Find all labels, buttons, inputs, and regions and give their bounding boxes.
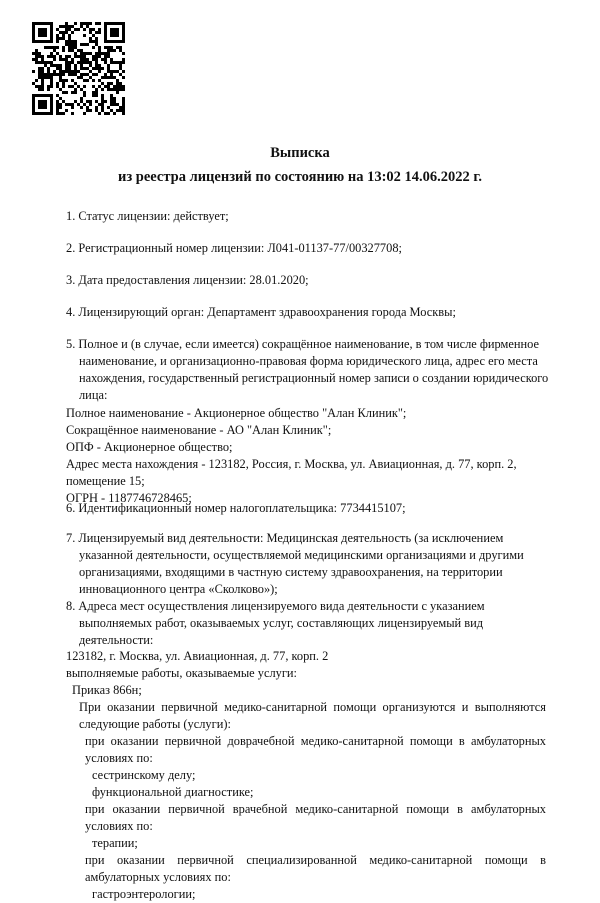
org-legal-form: ОПФ - Акционерное общество; [66, 440, 233, 454]
item-licensing-authority: 4. Лицензирующий орган: Департамент здравоохранения города Москвы; [66, 305, 456, 319]
activity-address: 123182, г. Москва, ул. Авиационная, д. 77, корп. 2 [66, 649, 329, 663]
item-license-status: 1. Статус лицензии: действует; [66, 209, 229, 223]
item-issue-date: 3. Дата предоставления лицензии: 28.01.2020; [66, 273, 309, 287]
document-title: Выписка [270, 145, 330, 161]
address-block [66, 648, 546, 903]
org-full-name: Полное наименование - Акционерное общество "Алан Клиник"; [66, 406, 407, 420]
service-nursing: сестринскому делу; [92, 768, 196, 782]
document-subtitle: из реестра лицензий по состоянию на 13:02 14.06.2022 г. [117, 169, 483, 185]
item-activity-type: 7. Лицензируемый вид деятельности: Медицинская деятельность (за исключением указанной деятельности, осуществляемой медицинскими организациями и другими организациями, входящими в частную систему здравоохранения, на территории инновационного центра «Сколково»); [66, 531, 524, 596]
service-gastroenterology: гастроэнтерологии; [92, 887, 196, 901]
services-label: выполняемые работы, оказываемые услуги: [66, 666, 298, 680]
org-short-name: Сокращённое наименование - АО "Алан Клиник"; [66, 423, 332, 437]
specialized-care-text: при оказании первичной специализированной медико-санитарной помощи в амбулаторных условиях по: [85, 853, 546, 884]
primary-care-text: При оказании первичной медико-санитарной помощи организуются и выполняются следующие работы (услуги): [79, 700, 546, 731]
item-inn: 6. Идентификационный номер налогоплательщика: 7734415107; [66, 501, 406, 515]
organization-details [66, 405, 546, 507]
order-reference: Приказ 866н; [72, 683, 142, 697]
org-address: Адрес места нахождения - 123182, Россия, г. Москва, ул. Авиационная, д. 77, корп. 2, помещение 15; [66, 457, 517, 488]
item-activity-addresses: 8. Адреса мест осуществления лицензируемого вида деятельности с указанием выполняемых работ, оказываемых услуг, составляющих лицензируемый вид деятельности: [66, 599, 485, 647]
org-ogrn: ОГРН - 1187746728465; [66, 491, 192, 505]
service-therapy: терапии; [92, 836, 138, 850]
prehospital-care-text: при оказании первичной доврачебной медико-санитарной помощи в амбулаторных условиях по: [85, 734, 546, 765]
item-organization-names: 5. Полное и (в случае, если имеется) сокращённое наименование, в том числе фирменное наименование, и организационно-правовая форма юридического лица, адрес его места нахождения, государственный регистрационный номер записи о создании юридического лица: [66, 337, 549, 402]
service-functional-diagnostics: функциональной диагностике; [92, 785, 254, 799]
doctor-care-text: при оказании первичной врачебной медико-санитарной помощи в амбулаторных условиях по: [85, 802, 546, 833]
item-registration-number: 2. Регистрационный номер лицензии: Л041-01137-77/00327708; [66, 241, 402, 255]
qr-code-icon [32, 22, 125, 115]
